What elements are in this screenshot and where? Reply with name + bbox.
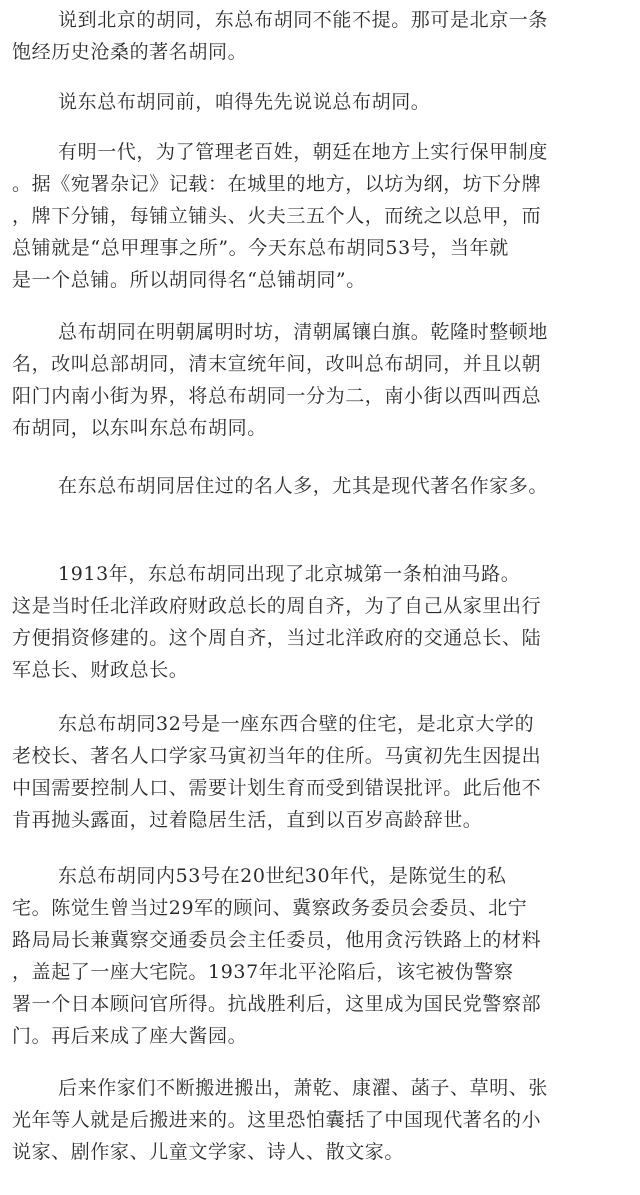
text-line: 这是当时任北洋政府财政总长的周自齐，为了自己从家里出行 — [12, 595, 542, 617]
text-line: 光年等人就是后搬进来的。这里恐怕囊括了中国现代著名的小 — [12, 1109, 542, 1131]
paragraph-6 — [12, 558, 632, 686]
paragraph-3 — [12, 136, 632, 296]
text-line: 东总布胡同内53号在20世纪30年代，是陈觉生的私 — [58, 865, 507, 887]
text-line: 有明一代，为了管理老百姓，朝廷在地方上实行保甲制度 — [58, 141, 549, 163]
text-line: 布胡同，以东叫东总布胡同。 — [12, 417, 267, 439]
text-line: 东总布胡同32号是一座东西合壁的住宅，是北京大学的 — [58, 713, 535, 735]
text-line: 饱经历史沧桑的著名胡同。 — [12, 41, 248, 63]
paragraph-8 — [12, 860, 632, 1052]
text-line: 中国需要控制人口、需要计划生育而受到错误批评。此后他不 — [12, 777, 542, 799]
text-line: 说东总布胡同前，咱得先先说说总布胡同。 — [58, 91, 431, 113]
paragraph-5 — [12, 470, 632, 502]
text-line: ，盖起了一座大宅院。1937年北平沦陷后，该宅被伪警察 — [12, 961, 514, 983]
text-line: 路局局长兼冀察交通委员会主任委员，他用贪污铁路上的材料 — [12, 929, 542, 951]
paragraph-7 — [12, 708, 632, 836]
paragraph-2 — [12, 86, 632, 118]
text-line: 老校长、著名人口学家马寅初当年的住所。马寅初先生因提出 — [12, 745, 542, 767]
text-line: 方便捐资修建的。这个周自齐，当过北洋政府的交通总长、陆 — [12, 627, 542, 649]
paragraph-1 — [12, 4, 632, 68]
text-line: 阳门内南小街为界，将总布胡同一分为二，南小街以西叫西总 — [12, 385, 542, 407]
text-line: ，牌下分铺，每铺立铺头、火夫三五个人，而统之以总甲，而 — [12, 205, 542, 227]
text-line: 是一个总铺。所以胡同得名“总铺胡同”。 — [12, 269, 366, 291]
text-line: 后来作家们不断搬进搬出，萧乾、康濯、菡子、草明、张 — [58, 1077, 549, 1099]
text-line: 总布胡同在明朝属明时坊，清朝属镶白旗。乾隆时整顿地 — [58, 321, 549, 343]
text-line: 1913年，东总布胡同出现了北京城第一条柏油马路。 — [58, 563, 521, 585]
text-line: 署一个日本顾问官所得。抗战胜利后，这里成为国民党警察部 — [12, 993, 542, 1015]
text-line: 肯再抛头露面，过着隐居生活，直到以百岁高龄辞世。 — [12, 809, 483, 831]
text-line: 说家、剧作家、儿童文学家、诗人、散文家。 — [12, 1141, 405, 1163]
text-line: 军总长、财政总长。 — [12, 659, 189, 681]
text-line: 说到北京的胡同，东总布胡同不能不提。那可是北京一条 — [58, 9, 549, 31]
text-line: 门。再后来成了座大酱园。 — [12, 1025, 248, 1047]
text-line: 宅。陈觉生曾当过29军的顾问、冀察政务委员会委员、北宁 — [12, 897, 528, 919]
text-line: 在东总布胡同居住过的名人多，尤其是现代著名作家多。 — [58, 475, 549, 497]
text-line: 。据《宛署杂记》记载：在城里的地方，以坊为纲，坊下分牌 — [12, 173, 542, 195]
text-line: 名，改叫总部胡同，清末宣统年间，改叫总布胡同，并且以朝 — [12, 353, 542, 375]
paragraph-4 — [12, 316, 632, 444]
text-line: 总铺就是“总甲理事之所”。今天东总布胡同53号，当年就 — [12, 237, 509, 259]
paragraph-9 — [12, 1072, 632, 1168]
